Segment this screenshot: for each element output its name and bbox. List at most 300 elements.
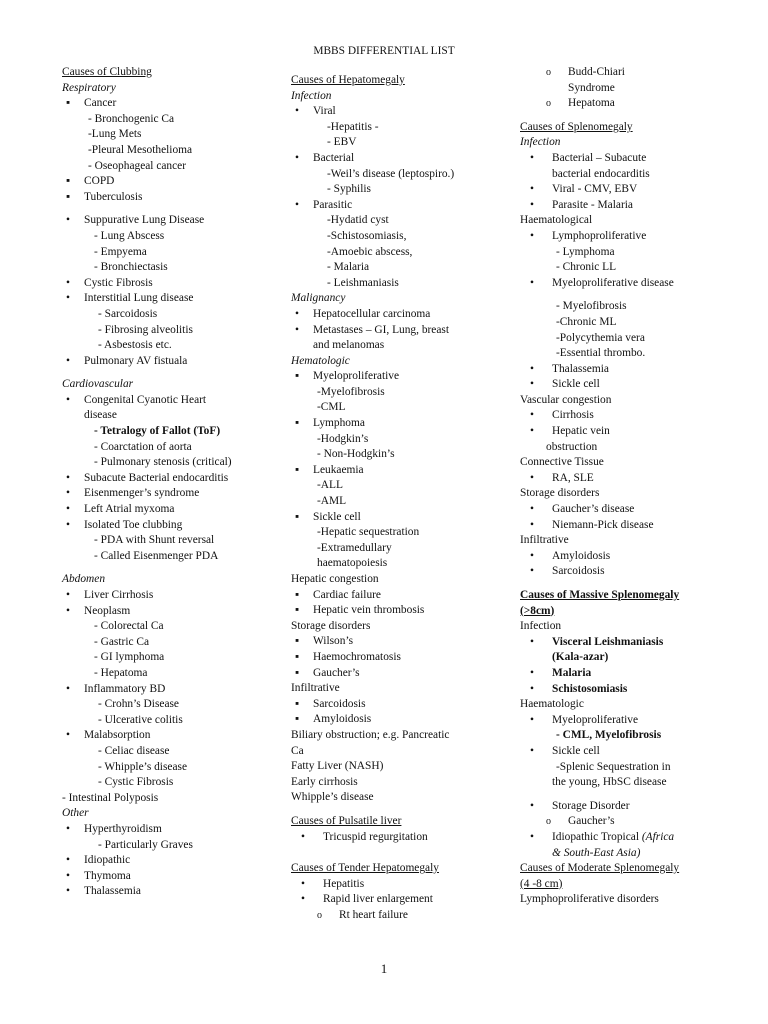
list-item [520, 424, 750, 440]
section-heading [291, 861, 501, 877]
item-text: Hepatic vein [552, 425, 610, 438]
list-item [520, 619, 750, 635]
item-text: Neoplasm [84, 604, 131, 617]
bullet-icon: • [66, 276, 70, 289]
page-title: MBBS DIFFERENTIAL LIST [313, 45, 455, 57]
item-text: Hepatic vein thrombosis [313, 604, 425, 617]
list-item [520, 182, 750, 198]
item-text: Causes of Tender Hepatomegaly [291, 862, 439, 875]
item-text: Malabsorption [84, 729, 151, 742]
bullet-icon: • [301, 893, 305, 906]
list-item [62, 291, 272, 307]
list-item [520, 393, 750, 409]
item-text: Myeloproliferative disease [552, 276, 674, 289]
circle-bullet-icon: o [546, 67, 551, 78]
list-item [291, 104, 501, 120]
square-bullet-icon: ▪ [295, 417, 300, 430]
list-item [62, 471, 272, 487]
section-heading [520, 877, 750, 893]
item-text: Malaria [552, 666, 592, 679]
list-item [520, 315, 750, 331]
list-item [62, 159, 272, 175]
item-text: - Myelofibrosis [556, 300, 627, 313]
section-heading [291, 814, 501, 830]
item-text: Gaucher’s disease [552, 503, 635, 516]
bullet-icon: • [66, 885, 70, 898]
list-item [62, 354, 272, 370]
bullet-icon: • [66, 393, 70, 406]
item-text: - Gastric Ca [94, 635, 150, 648]
item-text: -Hepatic sequestration [317, 526, 420, 539]
item-text: Infection [520, 620, 562, 633]
bullet-icon: • [530, 198, 534, 211]
square-bullet-icon: ▪ [295, 588, 300, 601]
list-item [62, 245, 272, 261]
list-item [291, 588, 501, 604]
section-heading [520, 604, 750, 620]
item-text: Visceral Leishmaniasis [552, 635, 664, 648]
item-text: Sickle cell [552, 744, 600, 757]
list-item [520, 635, 750, 651]
bullet-icon: • [530, 713, 534, 726]
item-text: Sickle cell [313, 510, 361, 523]
list-item [291, 338, 501, 354]
list-item [62, 96, 272, 112]
section-heading [291, 73, 501, 89]
item-text: - Crohn’s Disease [98, 698, 179, 711]
list-item [291, 892, 501, 908]
list-item [62, 424, 272, 440]
list-item [291, 400, 501, 416]
list-item [62, 884, 272, 900]
list-item [62, 127, 272, 143]
item-text: - Called Eisenmenger PDA [94, 549, 219, 562]
item-text: - Intestinal Polyposis [62, 791, 159, 804]
item-text: and melanomas [313, 339, 385, 352]
list-item [291, 167, 501, 183]
item-text: - Whipple’s disease [98, 760, 187, 773]
bullet-icon: • [66, 487, 70, 500]
item-text: Haematological [520, 214, 593, 227]
item-text: Haematologic [520, 698, 584, 711]
bullet-icon: • [530, 635, 534, 648]
item-text: -Myelofibrosis [317, 385, 385, 398]
list-item [520, 549, 750, 565]
item-text: Storage disorders [291, 619, 371, 632]
section-heading [62, 65, 272, 81]
item-text: - PDA with Shunt reversal [94, 534, 215, 547]
spacer [291, 65, 501, 73]
item-text: - Colorectal Ca [94, 620, 164, 633]
spacer [62, 564, 272, 572]
item-text: - Particularly Graves [98, 838, 193, 851]
list-item [291, 908, 501, 924]
item-text: - Cystic Fibrosis [98, 776, 174, 789]
list-item [291, 151, 501, 167]
bullet-icon: • [295, 307, 299, 320]
item-text: -ALL [317, 479, 343, 492]
list-item [291, 775, 501, 791]
list-item [520, 666, 750, 682]
list-item [62, 791, 272, 807]
item-text: - Sarcoidosis [98, 307, 158, 320]
list-item [62, 822, 272, 838]
item-text: Subacute Bacterial endocarditis [84, 471, 229, 484]
list-item [291, 276, 501, 292]
item-text: - Fibrosing alveolitis [98, 323, 193, 336]
item-text: Lymphoproliferative [552, 229, 647, 242]
list-item [520, 814, 750, 830]
item-text: Viral - CMV, EBV [552, 183, 638, 196]
list-item [291, 619, 501, 635]
list-item [291, 213, 501, 229]
item-text: - Celiac disease [98, 744, 170, 757]
list-item [291, 369, 501, 385]
list-item [520, 744, 750, 760]
bullet-icon: • [530, 503, 534, 516]
item-text: Gaucher’s [568, 815, 615, 828]
item-text: - Lymphoma [556, 245, 615, 258]
list-item [291, 307, 501, 323]
list-item [62, 229, 272, 245]
item-text: Infiltrative [291, 682, 340, 695]
square-bullet-icon: ▪ [295, 510, 300, 523]
square-bullet-icon: ▪ [295, 370, 300, 383]
list-item [62, 635, 272, 651]
item-text: Causes of Hepatomegaly [291, 74, 405, 86]
bullet-icon: • [66, 682, 70, 695]
item-text: Schistosomiasis [552, 682, 628, 695]
spacer [291, 806, 501, 814]
list-item [291, 198, 501, 214]
item-text: Left Atrial myxoma [84, 503, 175, 516]
list-item [291, 463, 501, 479]
bullet-icon: • [295, 151, 299, 164]
list-item [62, 728, 272, 744]
list-item [291, 666, 501, 682]
bullet-icon: • [66, 518, 70, 531]
item-text: Sarcoidosis [313, 697, 366, 710]
bullet-icon: • [530, 518, 534, 531]
list-item [62, 666, 272, 682]
item-text: - EBV [327, 136, 357, 149]
square-bullet-icon: ▪ [295, 604, 300, 617]
item-text: -Splenic Sequestration in [556, 760, 671, 773]
item-text: (Kala-azar) [552, 651, 609, 664]
bullet-icon: • [66, 604, 70, 617]
list-item [520, 564, 750, 580]
list-item [291, 712, 501, 728]
list-item [520, 167, 750, 183]
section-heading [520, 120, 750, 136]
spacer [520, 291, 750, 299]
item-text: Causes of Clubbing [62, 66, 152, 78]
section-heading [520, 588, 750, 604]
section-heading [520, 861, 750, 877]
square-bullet-icon: ▪ [295, 650, 300, 663]
bullet-icon: • [66, 354, 70, 367]
list-item [291, 135, 501, 151]
list-item [62, 323, 272, 339]
item-text: the young, HbSC disease [552, 776, 667, 789]
column-1 [62, 65, 272, 900]
item-text: - Leishmaniasis [327, 276, 399, 289]
item-text: Ca [291, 744, 304, 757]
item-text: Thymoma [84, 869, 131, 882]
list-item [291, 877, 501, 893]
list-item [520, 697, 750, 713]
item-text: Thalassemia [84, 885, 141, 898]
item-text: Congenital Cyanotic Heart [84, 393, 207, 406]
item-text: -CML [317, 401, 346, 414]
list-item [62, 682, 272, 698]
list-item [520, 96, 750, 112]
square-bullet-icon: ▪ [66, 190, 71, 203]
list-item [520, 846, 750, 862]
item-text: Hepatitis [323, 877, 365, 890]
spacer [520, 580, 750, 588]
square-bullet-icon: ▪ [66, 97, 71, 110]
list-item [62, 838, 272, 854]
list-item [62, 853, 272, 869]
list-item [520, 533, 750, 549]
item-text: Causes of Moderate Splenomegaly [520, 862, 680, 875]
item-text: Infection [291, 89, 332, 102]
list-item [62, 408, 272, 424]
circle-bullet-icon: o [317, 909, 322, 921]
bullet-icon: • [530, 799, 534, 812]
list-item [291, 681, 501, 697]
bullet-icon: • [66, 471, 70, 484]
square-bullet-icon: ▪ [295, 635, 300, 648]
bullet-icon: • [530, 276, 534, 289]
item-text: - Empyema [94, 245, 147, 258]
list-item [520, 682, 750, 698]
item-text: Leukaemia [313, 463, 364, 476]
item-text: -Hydatid cyst [327, 214, 389, 227]
list-item [62, 112, 272, 128]
list-item [291, 650, 501, 666]
list-item [291, 416, 501, 432]
square-bullet-icon: ▪ [66, 175, 71, 188]
bullet-icon: • [295, 198, 299, 211]
item-text: -Essential thrombo. [556, 347, 646, 360]
circle-bullet-icon: o [546, 98, 551, 110]
item-text: - Tetralogy of Fallot (ToF) [94, 425, 221, 438]
item-text: Bacterial [313, 151, 355, 164]
list-item [291, 260, 501, 276]
list-item [62, 697, 272, 713]
item-text: Idiopathic [84, 854, 131, 867]
item-text: COPD [84, 175, 115, 188]
item-text: Liver Cirrhosis [84, 589, 154, 601]
list-item [291, 245, 501, 261]
list-item [520, 518, 750, 534]
item-text: Eisenmenger’s syndrome [84, 487, 200, 500]
list-item [62, 307, 272, 323]
item-text: Cancer [84, 97, 117, 110]
list-item [520, 65, 750, 81]
item-text: Pulmonary AV fistuala [84, 354, 188, 367]
circle-bullet-icon: o [546, 816, 551, 828]
bullet-icon: • [530, 549, 534, 562]
bullet-icon: • [295, 323, 299, 336]
spacer [291, 853, 501, 861]
bullet-icon: • [66, 589, 70, 601]
list-item [520, 799, 750, 815]
list-item [291, 728, 501, 744]
item-text: Budd-Chiari [568, 66, 625, 78]
list-item [291, 697, 501, 713]
item-text: Wilson’s [313, 635, 354, 648]
list-item [520, 486, 750, 502]
list-item [291, 541, 501, 557]
list-item [291, 510, 501, 526]
item-text: - Asbestosis etc. [98, 339, 172, 352]
list-item [62, 260, 272, 276]
item-text: Cirrhosis [552, 409, 594, 422]
list-item [520, 728, 750, 744]
item-text: Abdomen [62, 573, 106, 586]
list-item [291, 759, 501, 775]
item-text: Amyloidosis [313, 713, 372, 726]
bullet-icon: • [66, 503, 70, 516]
list-item [291, 494, 501, 510]
column-3 [520, 65, 750, 908]
list-item [62, 619, 272, 635]
bullet-icon: • [66, 869, 70, 882]
list-item [520, 81, 750, 97]
list-item [520, 775, 750, 791]
item-text: -Hepatitis - [327, 120, 379, 133]
column-2 [291, 65, 501, 923]
item-text: bacterial endocarditis [552, 167, 650, 180]
bullet-icon: • [530, 409, 534, 422]
bullet-icon: • [66, 854, 70, 867]
item-text: Hepatoma [568, 97, 615, 110]
bullet-icon: • [66, 292, 70, 305]
item-text: - Lung Abscess [94, 229, 165, 242]
bullet-icon: • [530, 425, 534, 438]
square-bullet-icon: ▪ [295, 463, 300, 476]
item-text: Respiratory [62, 81, 116, 94]
item-text: - GI lymphoma [94, 651, 165, 664]
list-item [291, 634, 501, 650]
bullet-icon: • [530, 183, 534, 196]
list-item [520, 299, 750, 315]
list-item [520, 213, 750, 229]
item-text: Hepatic congestion [291, 573, 379, 585]
list-item [62, 486, 272, 502]
item-text: Infiltrative [520, 534, 569, 547]
bullet-icon: • [530, 229, 534, 242]
item-text: obstruction [546, 440, 598, 453]
list-item [291, 556, 501, 572]
item-text: Biliary obstruction; e.g. Pancreatic [291, 728, 450, 741]
list-item [520, 713, 750, 729]
item-text: Isolated Toe clubbing [84, 518, 183, 531]
bullet-icon: • [301, 877, 305, 890]
bullet-icon: • [66, 729, 70, 742]
item-text: Early cirrhosis [291, 775, 358, 788]
list-item [62, 338, 272, 354]
item-text: -Weil’s disease (leptospiro.) [327, 167, 455, 180]
item-text: Cardiac failure [313, 588, 381, 601]
list-item [520, 502, 750, 518]
subsection-heading [62, 81, 272, 97]
list-item [62, 213, 272, 229]
item-text: haematopoiesis [317, 557, 388, 570]
item-text: - Bronchiectasis [94, 261, 168, 274]
item-text: - CML, Myelofibrosis [556, 729, 662, 742]
list-item [62, 869, 272, 885]
spacer [291, 845, 501, 853]
list-item [62, 143, 272, 159]
list-item [291, 229, 501, 245]
bullet-icon: • [295, 105, 299, 118]
bullet-icon: • [530, 362, 534, 375]
item-text: (4 -8 cm) [520, 877, 563, 890]
list-item [62, 518, 272, 534]
list-item [520, 151, 750, 167]
list-item [62, 502, 272, 518]
item-text: -Pleural Mesothelioma [88, 143, 193, 156]
item-text: Idiopathic Tropical [552, 830, 642, 843]
item-text: - Syphilis [327, 183, 371, 196]
item-text: Myeloproliferative [313, 370, 400, 383]
list-item [62, 604, 272, 620]
list-item [62, 713, 272, 729]
item-text: RA, SLE [552, 471, 594, 484]
list-item [520, 377, 750, 393]
list-item [520, 830, 750, 846]
item-text: Hematologic [291, 354, 350, 367]
list-item [291, 182, 501, 198]
item-text: - Malaria [327, 261, 370, 274]
item-text: Hyperthyroidism [84, 822, 162, 835]
list-item [291, 323, 501, 339]
page-number: 1 [380, 961, 388, 976]
item-text: -Hodgkin’s [317, 432, 369, 445]
item-text: Storage disorders [520, 487, 600, 500]
item-text: - Pulmonary stenosis (critical) [94, 456, 232, 469]
item-text: -Extramedullary [317, 541, 392, 554]
bullet-icon: • [530, 830, 534, 843]
item-text: Other [62, 807, 89, 820]
subsection-heading [291, 291, 501, 307]
item-text: Syndrome [568, 81, 615, 94]
item-text: -AML [317, 495, 347, 508]
item-text: - Bronchogenic Ca [88, 112, 175, 125]
list-item [291, 385, 501, 401]
item-text: Parasite - Malaria [552, 198, 633, 211]
list-item [62, 744, 272, 760]
list-item [62, 174, 272, 190]
bullet-icon: • [530, 565, 534, 578]
subsection-heading [291, 354, 501, 370]
subsection-heading [62, 377, 272, 393]
item-text: Storage Disorder [552, 799, 630, 812]
bullet-icon: • [530, 378, 534, 391]
item-text: Cystic Fibrosis [84, 276, 153, 289]
list-item [62, 393, 272, 409]
list-item [62, 650, 272, 666]
list-item [62, 276, 272, 292]
list-item [520, 229, 750, 245]
item-text: - Coarctation of aorta [94, 440, 192, 453]
list-item [520, 331, 750, 347]
item-text: Hepatocellular carcinoma [313, 307, 431, 320]
